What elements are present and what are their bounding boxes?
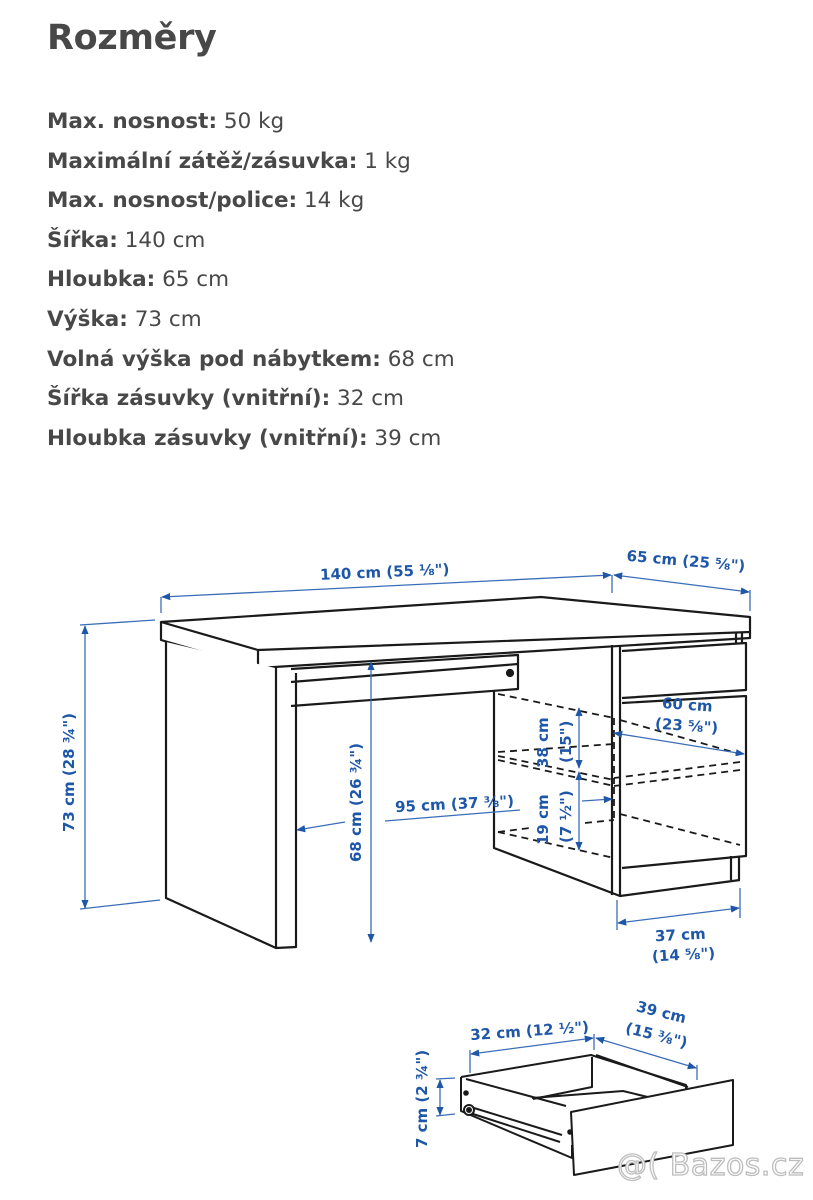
page-title: Rozměry	[47, 18, 217, 58]
dim-shelf-lower-in: (7 ½")	[557, 790, 575, 843]
spec-value: 50 kg	[223, 109, 285, 134]
spec-value: 140 cm	[124, 227, 206, 253]
spec-label: Maximální zátěž/zásuvka:	[47, 148, 358, 174]
desk-illustration	[161, 597, 750, 948]
dim-depth-label: 65 cm (25 ⅝")	[625, 546, 746, 576]
dim-drawer-depth-in: (15 ⅜")	[623, 1019, 690, 1052]
dim-shelf-lower-cm: 19 cm	[534, 794, 552, 845]
dim-drawer-height-label: 7 cm (2 ¾")	[413, 1049, 431, 1148]
spec-value: 68 cm	[387, 346, 455, 372]
dim-legroom-width-label: 95 cm (37 ⅜")	[394, 791, 515, 817]
dim-drawer-depth-cm: 39 cm	[634, 997, 689, 1028]
spec-label: Výška:	[47, 306, 128, 332]
spec-value: 73 cm	[134, 306, 202, 332]
dim-drawer-width-label: 32 cm (12 ½")	[469, 1017, 590, 1045]
spec-label: Šířka:	[47, 227, 118, 253]
dim-shelf-upper-cm: 38 cm	[534, 717, 552, 768]
spec-value: 32 cm	[337, 386, 404, 412]
dim-legroom-height-label: 68 cm (26 ¾")	[347, 743, 365, 862]
spec-label: Šířka zásuvky (vnitřní):	[47, 386, 331, 412]
spec-label: Max. nosnost:	[47, 109, 218, 134]
spec-label: Max. nosnost/police:	[47, 188, 298, 214]
dim-cabinet-width-cm: 37 cm	[654, 924, 707, 946]
dim-cabinet-depth-in: (23 ⅝")	[654, 714, 719, 737]
spec-label: Hloubka zásuvky (vnitřní):	[47, 425, 368, 451]
spec-label: Volná výška pod nábytkem:	[47, 346, 381, 372]
dim-height-label: 73 cm (28 ¾")	[60, 713, 78, 832]
watermark: @( Bazos.cz	[617, 1148, 805, 1183]
dim-cabinet-width-in: (14 ⅝")	[651, 944, 716, 966]
spec-label: Hloubka:	[47, 267, 156, 293]
dim-width-label: 140 cm (55 ⅛")	[319, 560, 450, 584]
spec-value: 14 kg	[303, 188, 365, 214]
spec-value: 39 cm	[374, 425, 442, 451]
spec-value: 1 kg	[364, 148, 411, 174]
dim-cabinet-depth-cm: 60 cm	[661, 694, 714, 716]
dim-shelf-upper-in: (15")	[557, 720, 575, 763]
spec-value: 65 cm	[162, 267, 230, 293]
